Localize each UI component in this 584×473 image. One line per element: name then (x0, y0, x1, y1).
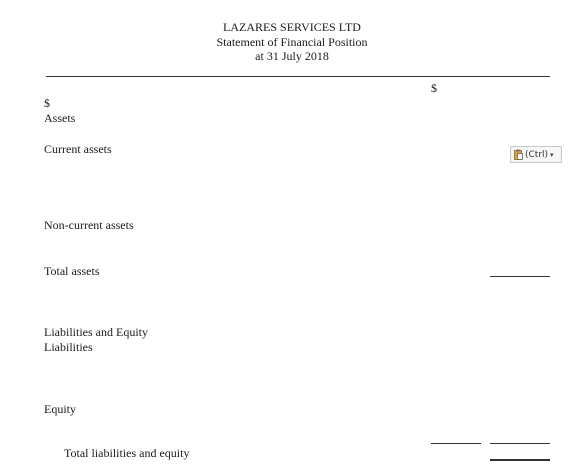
non-current-assets-label: Non-current assets (44, 218, 134, 232)
current-assets-label: Current assets (44, 142, 112, 156)
liabilities-and-equity-heading: Liabilities and Equity (44, 325, 148, 339)
equity-heading: Equity (44, 402, 76, 416)
total-liabilities-and-equity-label: Total liabilities and equity (64, 446, 190, 460)
statement-title: Statement of Financial Position (216, 35, 368, 49)
subtotal-rule-left (431, 443, 481, 444)
grand-total-rule (490, 459, 550, 461)
header-divider (46, 76, 550, 77)
clipboard-icon (514, 149, 523, 160)
subtotal-rule-right (490, 443, 550, 444)
paste-options-button[interactable] (510, 146, 562, 163)
total-assets-rule (490, 276, 550, 277)
assets-heading: Assets (44, 111, 76, 125)
paste-options-label: (Ctrl) (525, 149, 549, 160)
column-currency-right: $ (431, 81, 437, 95)
chevron-down-icon: ▾ (550, 150, 554, 159)
liabilities-heading: Liabilities (44, 340, 93, 354)
column-currency-left: $ (44, 96, 50, 110)
total-assets-label: Total assets (44, 264, 100, 278)
company-name: LAZARES SERVICES LTD (223, 20, 361, 34)
statement-date: at 31 July 2018 (255, 49, 329, 63)
